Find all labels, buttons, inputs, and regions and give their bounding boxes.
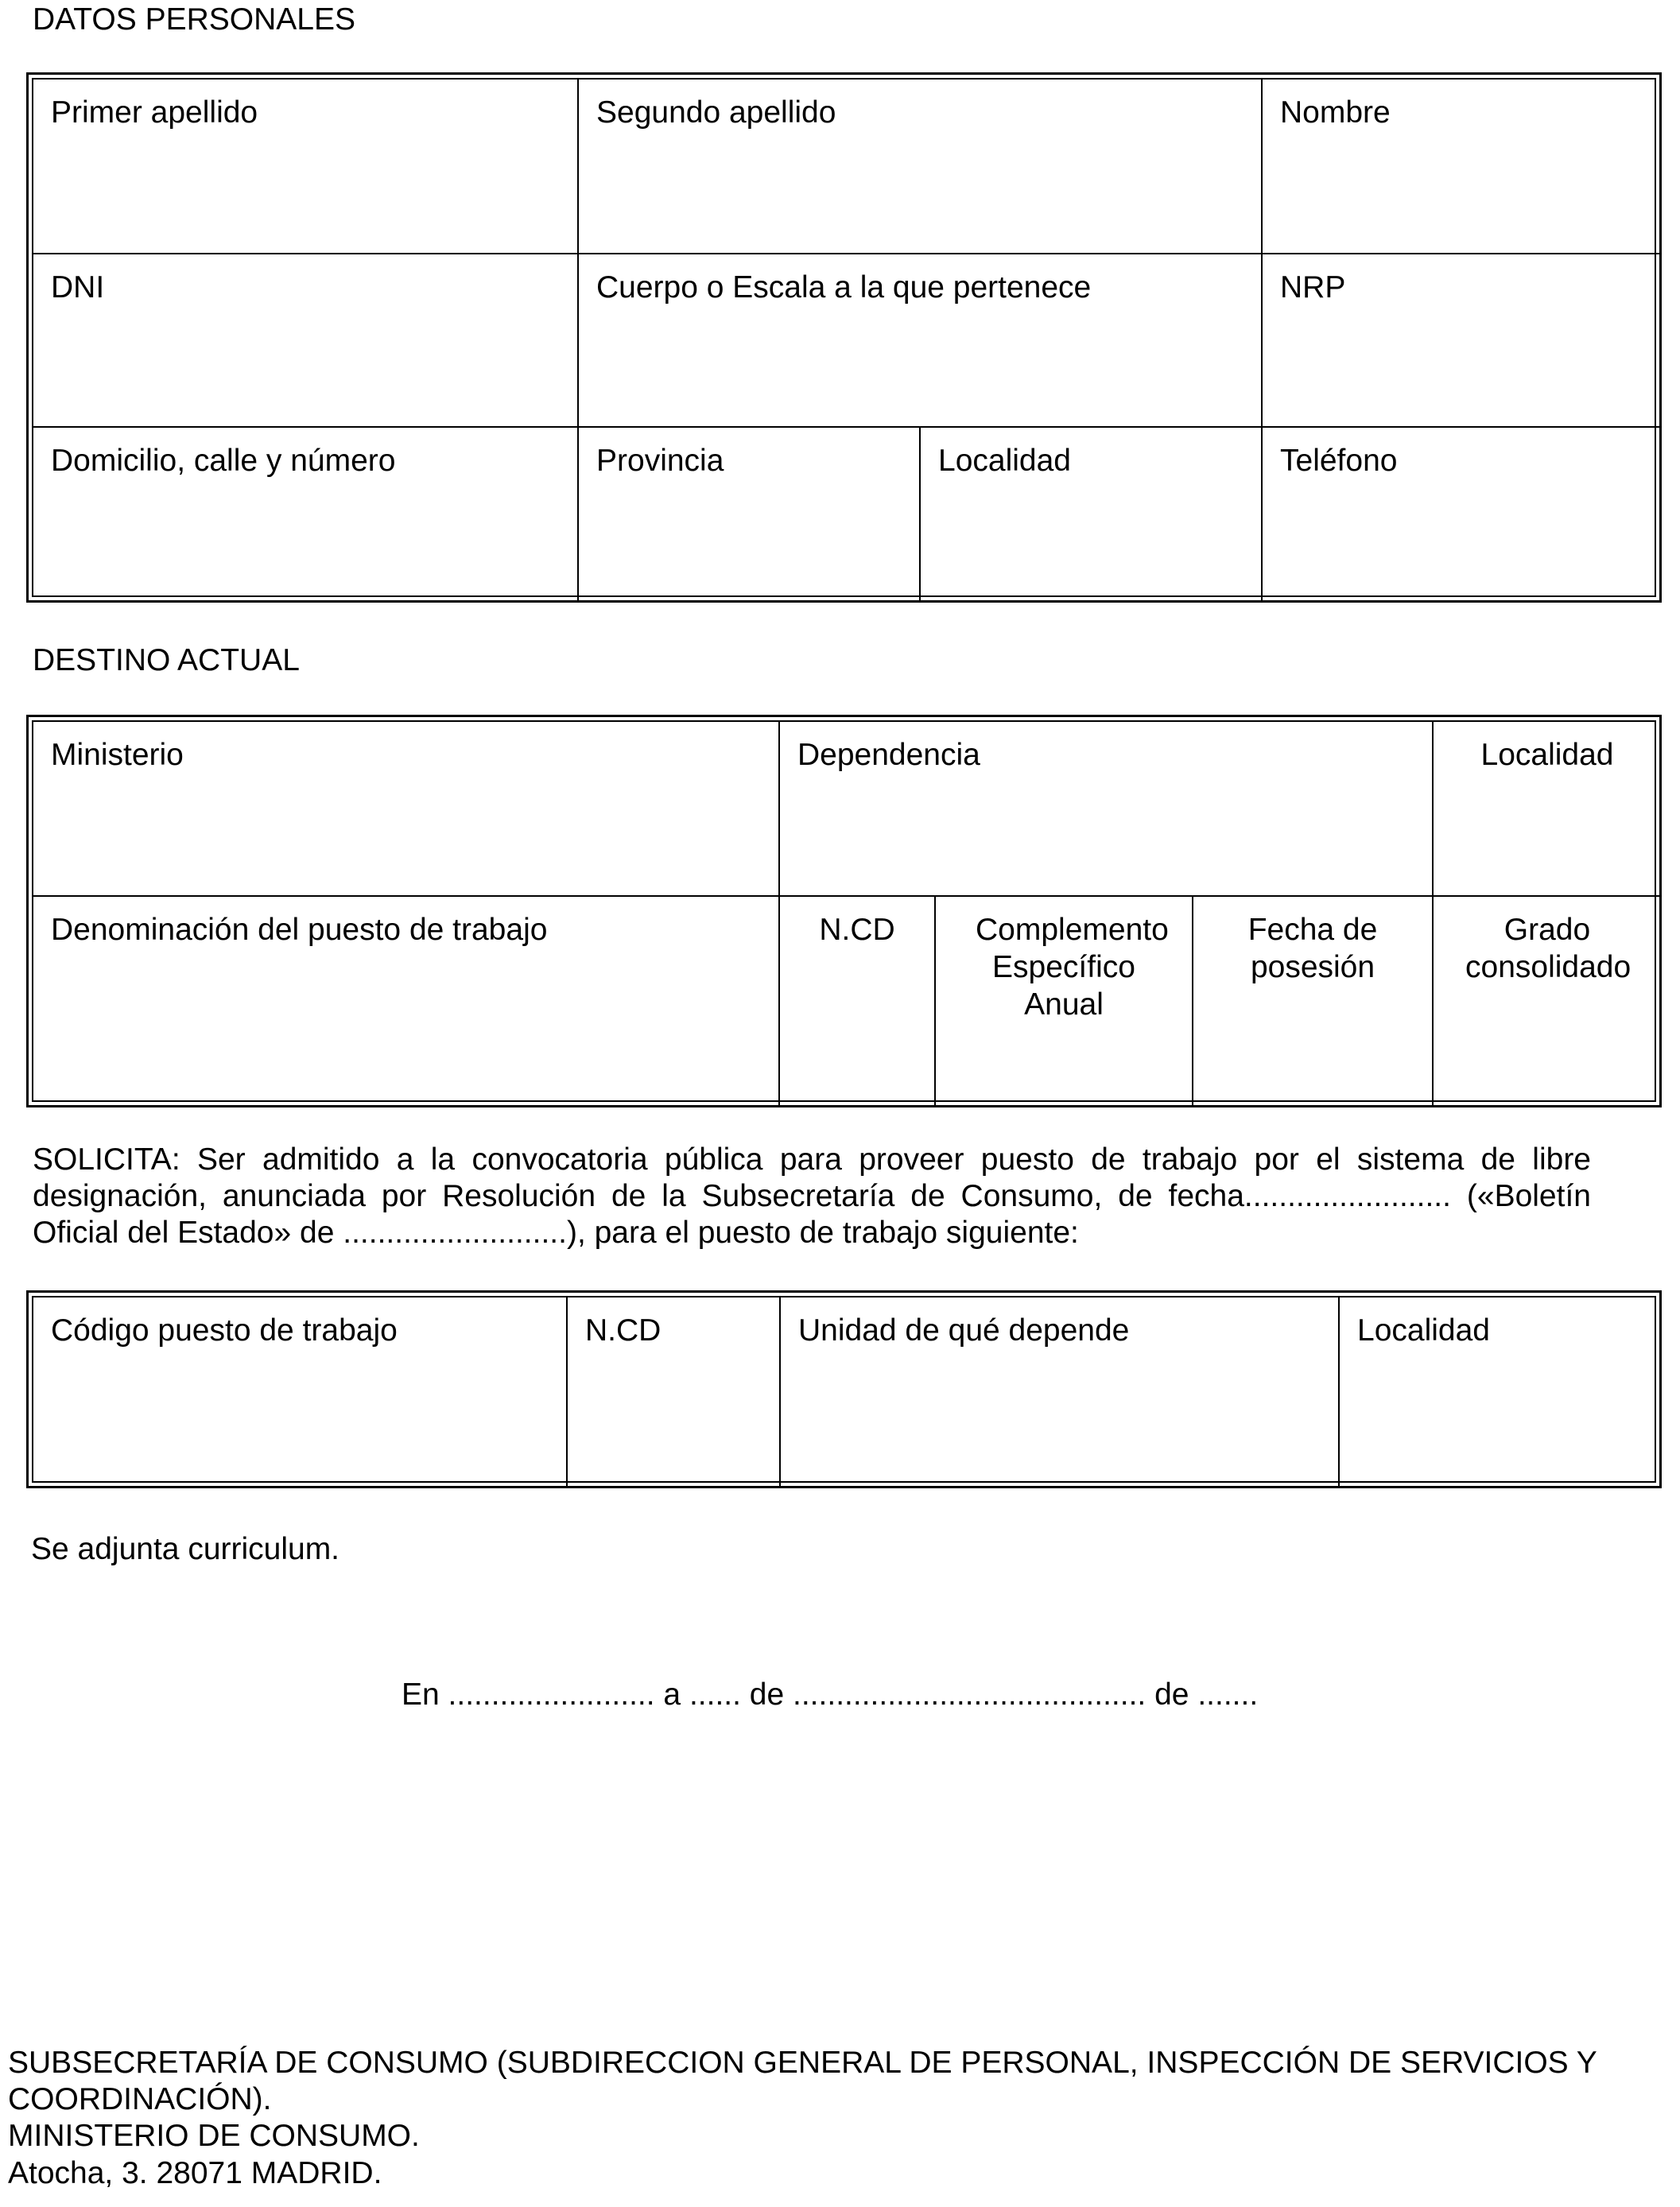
field-ministerio[interactable]	[33, 722, 778, 895]
field-complemento-especifico[interactable]	[934, 895, 1192, 1107]
label-domicilio: Domicilio, calle y número	[51, 444, 396, 478]
label-unidad-depende: Unidad de qué depende	[798, 1313, 1130, 1348]
field-grado-consolidado[interactable]	[1432, 895, 1661, 1107]
label-ncd-puesto: N.CD	[585, 1313, 662, 1348]
label-ncd-destino: N.CD	[819, 913, 895, 947]
solicita-paragraph: SOLICITA: Ser admitido a la convocatoria pública para proveer puesto de trabajo por el sistema de libre designación, anunciada por Resolución de la Subsecretaría de Consumo, de fecha........................ («Boletín Oficial del Estado» de ..........................), para el puesto de trabajo siguiente:	[33, 1142, 1591, 1250]
field-dependencia[interactable]	[778, 722, 1432, 895]
label-complemento-especifico: Complemento Específico Anual	[976, 913, 1169, 1022]
label-localidad-personal: Localidad	[938, 444, 1071, 478]
destino-actual-grid	[32, 720, 1656, 1102]
section-title-datos-personales: DATOS PERSONALES	[33, 2, 356, 37]
footer-subsecretaria: SUBSECRETARÍA DE CONSUMO (SUBDIRECCION GENERAL DE PERSONAL, INSPECCIÓN DE SERVICIOS Y	[8, 2046, 1597, 2080]
label-localidad-puesto: Localidad	[1357, 1313, 1490, 1348]
label-grado-consolidado: Grado consolidado	[1465, 913, 1632, 984]
adjunta-curriculum: Se adjunta curriculum.	[31, 1532, 340, 1566]
label-primer-apellido: Primer apellido	[51, 95, 258, 130]
footer-ministerio: MINISTERIO DE CONSUMO.	[8, 2119, 420, 2153]
puesto-solicitado-table	[26, 1290, 1662, 1488]
field-nombre[interactable]	[1261, 80, 1661, 253]
field-provincia[interactable]	[577, 426, 919, 602]
field-localidad-destino[interactable]	[1432, 722, 1661, 895]
section-title-destino-actual: DESTINO ACTUAL	[33, 643, 300, 677]
label-dni: DNI	[51, 270, 105, 304]
label-nombre: Nombre	[1280, 95, 1391, 130]
field-ncd-destino[interactable]	[778, 895, 934, 1107]
label-denominacion-puesto: Denominación del puesto de trabajo	[51, 913, 548, 947]
destino-actual-table	[26, 715, 1662, 1107]
field-domicilio[interactable]	[33, 426, 577, 602]
field-cuerpo-escala[interactable]	[577, 253, 1261, 426]
label-cuerpo-escala: Cuerpo o Escala a la que pertenece	[596, 270, 1092, 304]
field-fecha-posesion[interactable]	[1192, 895, 1432, 1107]
label-fecha-posesion: Fecha de posesión	[1247, 913, 1378, 984]
field-codigo-puesto[interactable]	[33, 1297, 566, 1487]
label-provincia: Provincia	[596, 444, 724, 478]
footer-direccion: Atocha, 3. 28071 MADRID.	[8, 2156, 382, 2190]
label-localidad-destino: Localidad	[1480, 738, 1614, 772]
puesto-solicitado-grid	[32, 1296, 1656, 1483]
field-denominacion-puesto[interactable]	[33, 895, 778, 1107]
datos-personales-table	[26, 72, 1662, 603]
field-segundo-apellido[interactable]	[577, 80, 1261, 253]
field-dni[interactable]	[33, 253, 577, 426]
label-telefono: Teléfono	[1280, 444, 1398, 478]
field-ncd-puesto[interactable]	[566, 1297, 779, 1487]
datos-personales-grid	[32, 78, 1656, 597]
field-telefono[interactable]	[1261, 426, 1661, 602]
lugar-fecha-line: En ........................ a ...... de ......................................... de .......	[402, 1678, 1259, 1712]
field-localidad-puesto[interactable]	[1338, 1297, 1661, 1487]
label-ministerio: Ministerio	[51, 738, 184, 772]
label-nrp: NRP	[1280, 270, 1346, 304]
field-nrp[interactable]	[1261, 253, 1661, 426]
footer-coordinacion: COORDINACIÓN).	[8, 2082, 272, 2116]
label-dependencia: Dependencia	[797, 738, 980, 772]
label-segundo-apellido: Segundo apellido	[596, 95, 836, 130]
field-unidad-depende[interactable]	[779, 1297, 1338, 1487]
field-primer-apellido[interactable]	[33, 80, 577, 253]
field-localidad-personal[interactable]	[919, 426, 1261, 602]
label-codigo-puesto: Código puesto de trabajo	[51, 1313, 398, 1348]
